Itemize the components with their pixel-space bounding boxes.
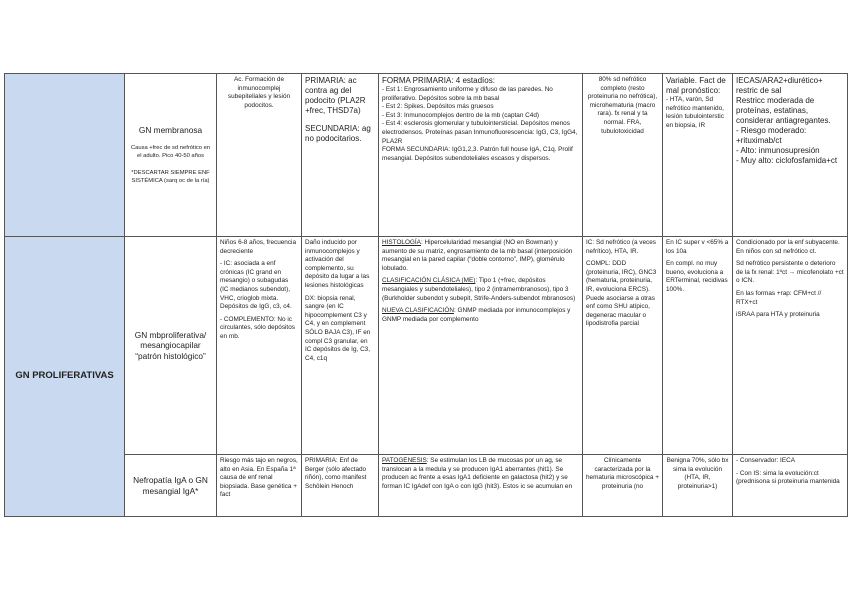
etiology-cell: Ac. Formación de inmunocomplej subepiteliales y lesión podocitos.: [217, 74, 302, 237]
cell-text: En compl. no muy bueno, evoluciona a ERTerminal, recidivas 100%.: [666, 260, 728, 293]
cell-text: IECAS/ARA2+diurético+ restric de sal: [736, 76, 823, 95]
cell-text: [736, 457, 844, 512]
category-cell: [5, 74, 125, 237]
cell-text: - COMPLEMENTO: No ic circulantes, sólo depósitos en mb.: [220, 315, 295, 340]
cell-heading: PATOGÉNESIS: [382, 457, 427, 464]
category-cell: GN PROLIFERATIVAS: [5, 237, 125, 517]
cell-text: - Con IS: sima la evolución:ct (prednisona si proteinuria mantenida: [736, 469, 840, 486]
cell-text: Niños 6-8 años, frecuencia decreciente: [220, 239, 297, 255]
cell-heading: NUEVA CLASIFICACIÓN: [382, 307, 454, 315]
cell-text: : Se estimulan los LB de mucosas por un ag, se translocan a la medula y se producen IgA1 aberrantes (hit1). Se producen ac frente a esas IgA1 deficiente en galactosa (hit2) y se forman IC IgAdef con IgA o con IgG (hit3). Estos ic se acumulan en: [382, 457, 573, 490]
clinical-cell: 80% sd nefrótico completo (resto proteinuria no nefrótica), microhematuria (macro rara). fx renal y ta normal. FRA, tubulotoxicidad: [583, 74, 663, 237]
cell-text: PRIMARIA: Enf de Berger (sólo afectado riñón), como manifest Schölein Henoch: [305, 457, 367, 490]
cell-heading: HISTOLOGÍA: [382, 239, 421, 246]
prognosis-cell: [663, 455, 733, 517]
cell-text: Daño inducido por inmunocomplejos y activación del complemento, su depósito da lugar a las lesiones histológicas: [305, 239, 370, 289]
cell-heading: CLASIFICACIÓN CLÁSICA (ME): [382, 277, 476, 285]
prognosis-cell: [663, 74, 733, 237]
cell-text: PRIMARIA: ac contra ag del podocito (PLA2R +frec, THSD7a): [305, 76, 366, 115]
disease-note: “patrón histológico”: [135, 350, 206, 361]
cell-text: Clínicamente caracterizada por la hematuria microscópica + proteinuria (no: [586, 457, 659, 490]
cell-text: [382, 457, 579, 512]
cell-text: - HTA, varón, Sd nefrótico mantenido, lesión tubulointerstic en biopsia, IR: [666, 96, 724, 129]
cell-text: Sd nefrótico persistente o deterioro de la fx renal: 1ºct → micofenolato +ct o ICN.: [736, 260, 844, 285]
cell-text: - Conservador: IECA: [736, 457, 795, 464]
table-row: [5, 237, 848, 455]
treatment-cell: [733, 455, 848, 517]
pathology-cell: [379, 237, 583, 455]
cell-text: - Est 4: esclerosis glomerular y tubulointersticial. Depósitos menos electrodensos. Proteínas pasan Inmunofluorescencia: IgG, C3, IgG4, PLA2R: [382, 120, 578, 145]
cell-text: FORMA SECUNDARIA: IgG1,2,3. Patrón full house IgA, C1q. Prolif mesangial. Depósitos subendoteliales escasos y dispersos.: [382, 146, 573, 162]
cell-heading: Variable. Fact de mal pronóstico:: [666, 76, 726, 95]
cell-text: Restricc moderada de proteínas, estatinas, considerar antiagregantes.: [736, 96, 831, 125]
classification-cell: [302, 74, 379, 237]
summary-table: [4, 73, 848, 517]
disease-name-cell: [125, 455, 217, 517]
table-row: [5, 455, 848, 517]
cell-text: Condicionado por la enf subyacente. En niños con sd nefrótico ct.: [736, 239, 840, 255]
cell-text: En las formas +rap: CFM+ct // RTX+ct: [736, 289, 822, 306]
cell-text: - Est 3: Inmunocomplejos dentro de la mb (captan C4d): [382, 111, 540, 119]
cell-text: iSRAA para HTA y proteinuria: [736, 311, 820, 319]
disease-name: GN membranosa: [138, 124, 203, 135]
cell-text: - Alto: inmunosupresión: [736, 146, 820, 155]
cell-text: Benigna 70%, sólo bx sima la evolución (HTA, IR, proteinuria>1): [666, 457, 729, 490]
cell-text: : Tipo 1 (+frec, depósitos mesangiales y subendoteliales), tipo 2 (intramembranosos), tipo 3 (Burkholder subendot y subepit, Strife-Anders-subendot mbranosos): [382, 277, 576, 302]
cell-text: - Est 1: Engrosamiento uniforme y difuso de las paredes. No proliferativo. Depósitos sobre la mb basal: [382, 86, 553, 102]
cell-text: - Riesgo moderado: +rituximab/ct: [736, 126, 807, 145]
cell-text: [382, 277, 579, 303]
etiology-cell: [217, 237, 302, 455]
cell-text: - IC: asociada a enf crónicas (IC grand en mesangio) o subagudas (IC medianos subendot), VHC, crioglob mixta. Depósitos de IgG, c3, c4.: [220, 260, 292, 311]
prognosis-cell: [663, 237, 733, 455]
cell-text: [382, 239, 579, 273]
etiology-cell: [217, 455, 302, 517]
cell-text: Riesgo más tajo en negros, alto en Asia. En España 1ª causa de enf renal biopsiada. Base genética + fact: [220, 457, 298, 499]
cell-text: - Est 2: Spikes. Depósitos más gruesos: [382, 103, 494, 111]
disease-name-cell: [125, 237, 217, 455]
disease-name: Nefropatía IgA o GN mesangial IgA*: [133, 475, 208, 496]
cell-text: COMPL: DDD (proteinuria, IRC), GNC3 (hematuria, proteinuria, IR, evoluciona ERCS). Puede asociarse a otras enf como SHU atípico, degenerac macular o lipodistrofia parcial: [586, 260, 657, 328]
cell-text: [382, 307, 579, 324]
treatment-cell: [733, 74, 848, 237]
disease-name: GN mbproliferativa/ mesangiocapilar: [134, 329, 207, 351]
cell-text: IC: Sd nefrótico (a veces nefrítico), HTA, IR.: [586, 239, 656, 255]
pathology-cell: [379, 74, 583, 237]
disease-name-cell: [125, 74, 217, 237]
cell-text: En IC super v <65% a los 10a: [666, 239, 729, 255]
classification-cell: [302, 237, 379, 455]
disease-note: *DESCARTAR SIEMPRE ENF SISTÉMICA (sarq oc de la ría): [131, 170, 210, 184]
cell-text: : GNMP mediada por inmunocomplejos y GNMP mediada por complemento: [382, 307, 571, 323]
cell-text: - Muy alto: ciclofosfamida+ct: [736, 156, 838, 165]
clinical-cell: [583, 455, 663, 517]
cell-text: : Hipercelularidad mesangial (NO en Bowman) y aumento de su matriz, engrosamiento de la mb basal (interposición mesangial en la pared capilar (“doble contorno”, IMP), glomérulo lobulado.: [382, 239, 573, 272]
disease-note: Causa +frec de sd nefrótico en el adulto. Pico 40-50 años: [130, 145, 211, 159]
treatment-cell: [733, 237, 848, 455]
classification-cell: [302, 455, 379, 517]
table-row: [5, 74, 848, 237]
cell-text: DX: biopsia renal, sangre (en IC hipocomplement C3 y C4, y en complement SÓLO BAJA C3), IF en compl C3 granular, en IC depósitos de Ig, C3, C4, c1q: [305, 294, 371, 362]
pathology-cell: [379, 455, 583, 517]
cell-heading: FORMA PRIMARIA: 4 estadíos:: [382, 76, 495, 85]
cell-text: SECUNDARIA: ag no podocitarios.: [305, 124, 371, 143]
clinical-cell: [583, 237, 663, 455]
